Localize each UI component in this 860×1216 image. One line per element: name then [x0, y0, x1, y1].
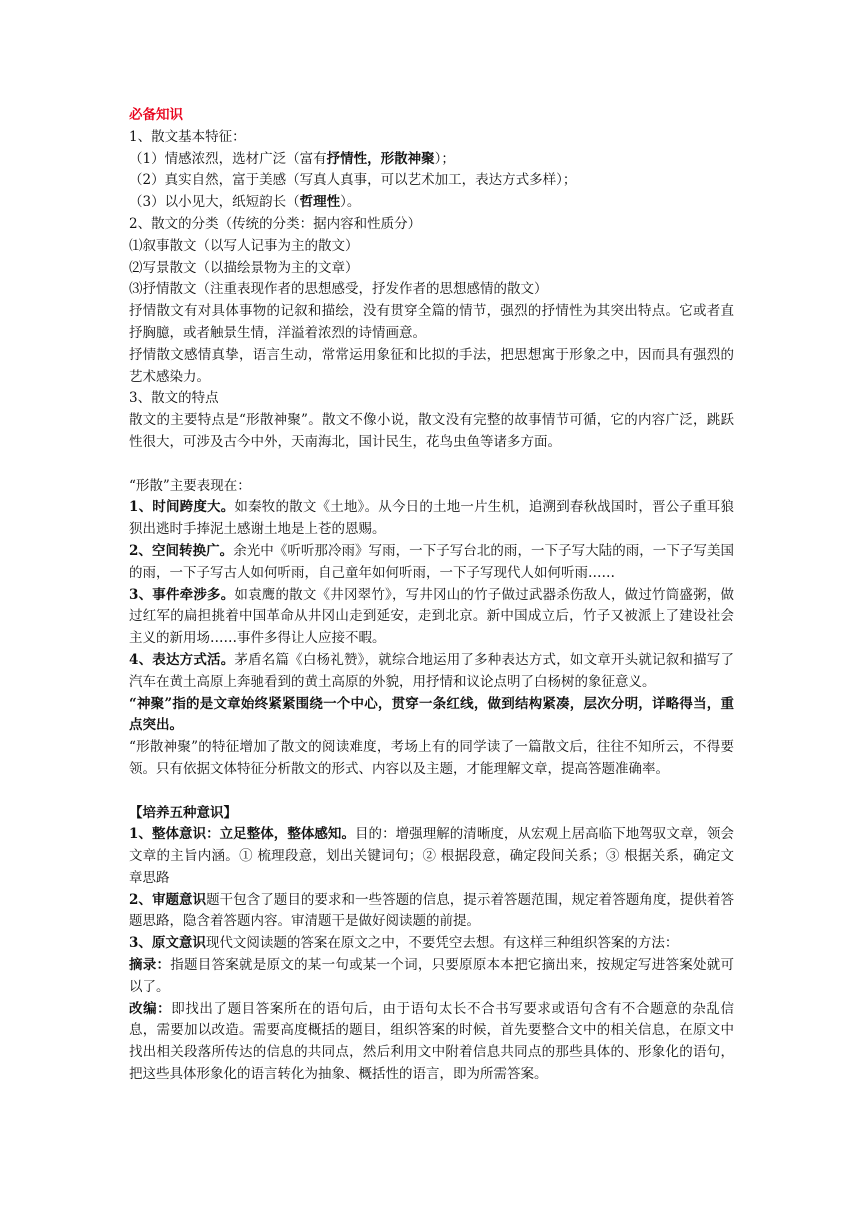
- feature-item-3: （3）以小见大，纸短韵长（哲理性）。: [129, 194, 361, 211]
- awareness-item-3: 3、原文意识现代文阅读题的答案在原文之中，不要凭空去想。有这样三种组织答案的方法：: [129, 935, 679, 952]
- method-excerpt: 摘录：指题目答案就是原文的某一句或某一个词，只要原原本本把它摘出来，按规定写进答案处就可以了。: [129, 957, 735, 995]
- class-item-1: ⑴叙事散文（以写人记事为主的散文）: [129, 237, 359, 254]
- heading-classification: 2、散文的分类（传统的分类：据内容和性质分）: [129, 215, 422, 232]
- section-title: 必备知识: [129, 107, 183, 123]
- awareness-item-1: 1、整体意识：立足整体，整体感知。目的：增强理解的清晰度，从宏观上居高临下地驾驭文章，领会文章的主旨内涵。① 梳理段意，划出关键词句；② 根据段意，确定段间关系；③ 根据关系，确定文章思路: [129, 826, 734, 886]
- xingsan-intro: “形散”主要表现在：: [129, 477, 251, 494]
- lyric-paragraph-2: 抒情散文感情真挚，语言生动，常常运用象征和比拟的手法，把思想寓于形象之中，因而具有强烈的艺术感染力。: [129, 346, 734, 385]
- feature-item-2: （2）真实自然，富于美感（写真人真事，可以艺术加工，表达方式多样）；: [129, 172, 577, 189]
- feature-item-1: （1）情感浓烈，选材广泛（富有抒情性，形散神聚）；: [129, 150, 455, 167]
- spacer: [129, 454, 734, 476]
- heading-characteristics: 3、散文的特点: [129, 390, 219, 407]
- xingsan-item-4: 4、表达方式活。茅盾名篇《白杨礼赞》，就综合地运用了多种表达方式，如文章开头就记叙和描写了汽车在黄土高原上奔驰看到的黄土高原的外貌，用抒情和议论点明了白杨树的象征意义。: [129, 651, 734, 690]
- awareness-item-2: 2、审题意识题干包含了题目的要求和一些答题的信息，提示着答题范围，规定着答题角度，提供着答题思路，隐含着答题内容。审清题干是做好阅读题的前提。: [129, 891, 735, 930]
- characteristics-paragraph: 散文的主要特点是“形散神聚”。散文不像小说，散文没有完整的故事情节可循，它的内容广泛，跳跃性很大，可涉及古今中外，天南海北，国计民生，花鸟虫鱼等诸多方面。: [129, 412, 734, 450]
- xingsan-shenju-paragraph: “形散神聚”的特征增加了散文的阅读难度，考场上有的同学读了一篇散文后，往往不知所云，不得要领。只有依据文体特征分析散文的形式、内容以及主题，才能理解文章，提高答题准确率。: [129, 739, 734, 777]
- xingsan-item-3: 3、事件牵涉多。如袁鹰的散文《井冈翠竹》，写井冈山的竹子做过武器杀伤敌人，做过竹筒盛粥，做过红军的扁担挑着中国革命从井冈山走到延安，走到北京。新中国成立后，竹子又被派上了建设社会主义的新用场……事件多得让人应接不暇。: [129, 586, 734, 647]
- shenju-definition: “神聚”指的是文章始终紧紧围绕一个中心，贯穿一条红线，做到结构紧凑，层次分明，详略得当，重点突出。: [129, 695, 734, 734]
- class-item-2: ⑵写景散文（以描绘景物为主的文章）: [129, 259, 359, 276]
- heading-basic-features: 1、散文基本特征：: [129, 128, 246, 145]
- class-item-3: ⑶抒情散文（注重表现作者的思想感受，抒发作者的思想感情的散文）: [129, 281, 548, 298]
- xingsan-item-2: 2、空间转换广。余光中《听听那冷雨》写雨，一下子写台北的雨，一下子写大陆的雨，一下子写美国的雨，一下子写古人如何听雨，自己童年如何听雨，一下子写现代人如何听雨……: [129, 542, 734, 581]
- spacer: [129, 781, 734, 803]
- xingsan-item-1: 1、时间跨度大。如秦牧的散文《土地》。从今日的土地一片生机，追溯到春秋战国时，晋公子重耳狼狈出逃时手捧泥土感谢土地是上苍的恩赐。: [129, 499, 734, 538]
- heading-five-awareness: 【培养五种意识】: [129, 804, 237, 821]
- lyric-paragraph-1: 抒情散文有对具体事物的记叙和描绘，没有贯穿全篇的情节，强烈的抒情性为其突出特点。它或者直抒胸臆，或者触景生情，洋溢着浓烈的诗情画意。: [129, 303, 734, 341]
- document-page: [129, 105, 734, 1086]
- method-adapt: 改编：即找出了题目答案所在的语句后，由于语句太长不合书写要求或语句含有不合题意的杂乱信息，需要加以改造。需要高度概括的题目，组织答案的时候，首先要整合文中的相关信息，在原文中找出相关段落所传达的信息的共同点，然后利用文中附着信息共同点的那些具体的、形象化的语句，把这些具体形象化的语言转化为抽象、概括性的语言，即为所需答案。: [129, 1000, 734, 1083]
